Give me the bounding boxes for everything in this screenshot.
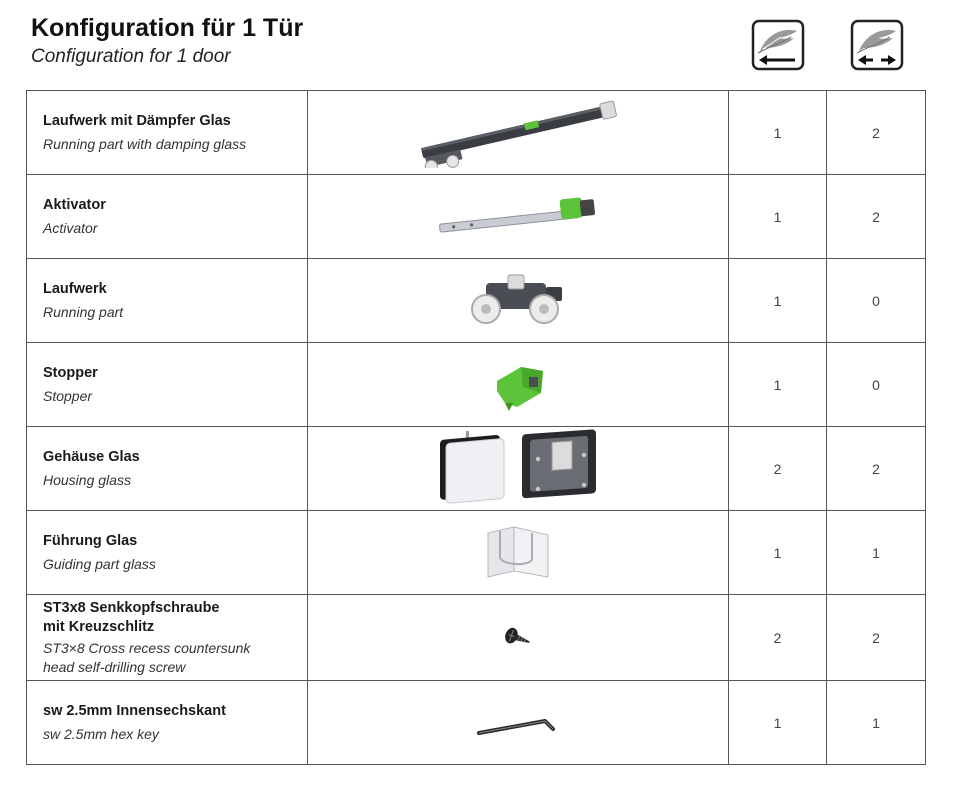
qty-single-door: 1 <box>729 91 827 175</box>
page-subtitle: Configuration for 1 door <box>31 46 231 67</box>
part-name-de: Laufwerk mit Dämpfer Glas <box>43 112 231 129</box>
part-name-de: Führung Glas <box>43 532 138 549</box>
guide-part-icon <box>308 511 729 595</box>
part-name-cell <box>27 343 308 427</box>
part-name-cell <box>27 595 308 681</box>
qty-double-door: 2 <box>827 595 926 681</box>
qty-double-door: 1 <box>827 681 926 765</box>
part-name-en: Activator <box>43 219 98 236</box>
qty-single-door: 1 <box>729 259 827 343</box>
qty-single-door: 1 <box>729 343 827 427</box>
part-name-de: Aktivator <box>43 196 106 213</box>
part-name-cell <box>27 91 308 175</box>
table-row <box>27 511 926 595</box>
table-row <box>27 595 926 681</box>
qty-double-door: 1 <box>827 511 926 595</box>
part-name-de: Gehäuse Glas <box>43 448 140 465</box>
table-row <box>27 427 926 511</box>
page-title: Konfiguration für 1 Tür <box>31 14 304 42</box>
part-name-en: Guiding part glass <box>43 555 156 572</box>
housing-glass-icon <box>308 427 729 511</box>
part-name-cell <box>27 511 308 595</box>
part-name-de: Stopper <box>43 364 98 381</box>
table-row <box>27 175 926 259</box>
table-row <box>27 681 926 765</box>
qty-double-door: 0 <box>827 343 926 427</box>
part-name-en: sw 2.5mm hex key <box>43 725 159 742</box>
part-name-en: Running part <box>43 303 124 320</box>
qty-single-door: 2 <box>729 427 827 511</box>
qty-double-door: 2 <box>827 427 926 511</box>
part-name-cell <box>27 681 308 765</box>
part-name-cell <box>27 427 308 511</box>
part-name-cell <box>27 175 308 259</box>
screw-icon <box>308 595 729 681</box>
qty-single-door: 2 <box>729 595 827 681</box>
single-door-closing-icon <box>751 19 805 71</box>
parts-table <box>26 90 926 765</box>
qty-single-door: 1 <box>729 511 827 595</box>
table-row <box>27 343 926 427</box>
activator-icon <box>308 175 729 259</box>
part-name-de: Laufwerk <box>43 280 107 297</box>
qty-single-door: 1 <box>729 175 827 259</box>
part-name-en: Stopper <box>43 387 93 404</box>
qty-double-door: 0 <box>827 259 926 343</box>
qty-double-door: 2 <box>827 91 926 175</box>
qty-single-door: 1 <box>729 681 827 765</box>
double-door-closing-icon <box>850 19 904 71</box>
table-row <box>27 259 926 343</box>
part-name-en: Running part with damping glass <box>43 135 247 152</box>
qty-double-door: 2 <box>827 175 926 259</box>
damper-rail-icon <box>308 91 729 175</box>
part-name-cell <box>27 259 308 343</box>
part-name-en: Housing glass <box>43 471 131 488</box>
stopper-icon <box>308 343 729 427</box>
running-part-icon <box>308 259 729 343</box>
hex-key-icon <box>308 681 729 765</box>
table-row <box>27 91 926 175</box>
part-name-en: ST3×8 Cross recess countersunk head self-drilling screw <box>43 639 251 675</box>
part-name-de: ST3x8 Senkkopfschraube mit Kreuzschlitz <box>43 599 220 635</box>
part-name-de: sw 2.5mm Innensechskant <box>43 702 226 719</box>
